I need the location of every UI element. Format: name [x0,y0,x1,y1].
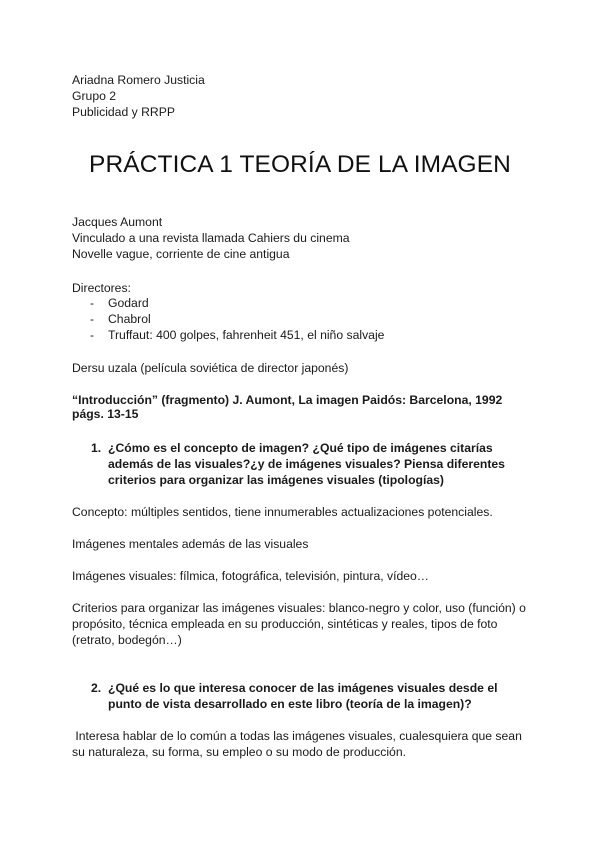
question-line: ¿Cómo es el concepto de imagen? ¿Qué tipo de imágenes citarías [108,441,493,455]
list-item: Truffaut: 400 golpes, fahrenheit 451, el niño salvaje [108,328,385,342]
intro-line: Novelle vague, corriente de cine antigua [72,247,290,261]
answer-criteria-line: (retrato, bodegón…) [72,633,182,647]
list-item: Godard [108,296,149,310]
answer-mental: Imágenes mentales además de las visuales [72,537,309,551]
answer2-line: su naturaleza, su forma, su empleo o su modo de producción. [72,745,406,759]
question-line: además de las visuales?¿y de imágenes visuales? Piensa diferentes [108,457,505,471]
dersu-line: Dersu uzala (película soviética de director japonés) [72,361,349,375]
question-line: punto de vista desarrollado en este libro (teoría de la imagen)? [108,697,472,711]
answer2-line: Interesa hablar de lo común a todas las imágenes visuales, cualesquiera que sean [72,729,522,743]
group-label: Grupo 2 [72,89,117,103]
list-bullet: - [90,296,95,310]
answer-criteria-line: Criterios para organizar las imágenes visuales: blanco-negro y color, uso (función) o [72,601,526,615]
reference-line: “Introducción” (fragmento) J. Aumont, La imagen Paidós: Barcelona, 1992 [72,393,503,407]
answer-visual: Imágenes visuales: fílmica, fotográfica, televisión, pintura, vídeo… [72,569,429,583]
answer-concept: Concepto: múltiples sentidos, tiene innumerables actualizaciones potenciales. [72,505,493,519]
program-label: Publicidad y RRPP [72,105,175,119]
question-line: criterios para organizar las imágenes visuales (tipologías) [108,473,444,487]
list-bullet: - [90,312,95,326]
directors-heading: Directores: [72,281,131,295]
reference-line: págs. 13-15 [72,407,139,421]
author-name: Ariadna Romero Justicia [72,73,205,87]
intro-line: Vinculado a una revista llamada Cahiers du cinema [72,231,350,245]
intro-name: Jacques Aumont [72,215,163,229]
list-bullet: - [90,328,95,342]
question-number: 2. [91,681,102,695]
question-line: ¿Qué es lo que interesa conocer de las imágenes visuales desde el [108,681,498,695]
document-title: PRÁCTICA 1 TEORÍA DE LA IMAGEN [89,151,511,178]
question-number: 1. [91,441,102,455]
list-item: Chabrol [108,312,151,326]
answer-criteria-line: propósito, técnica empleada en su producción, sintéticas y reales, tipos de foto [72,617,498,631]
